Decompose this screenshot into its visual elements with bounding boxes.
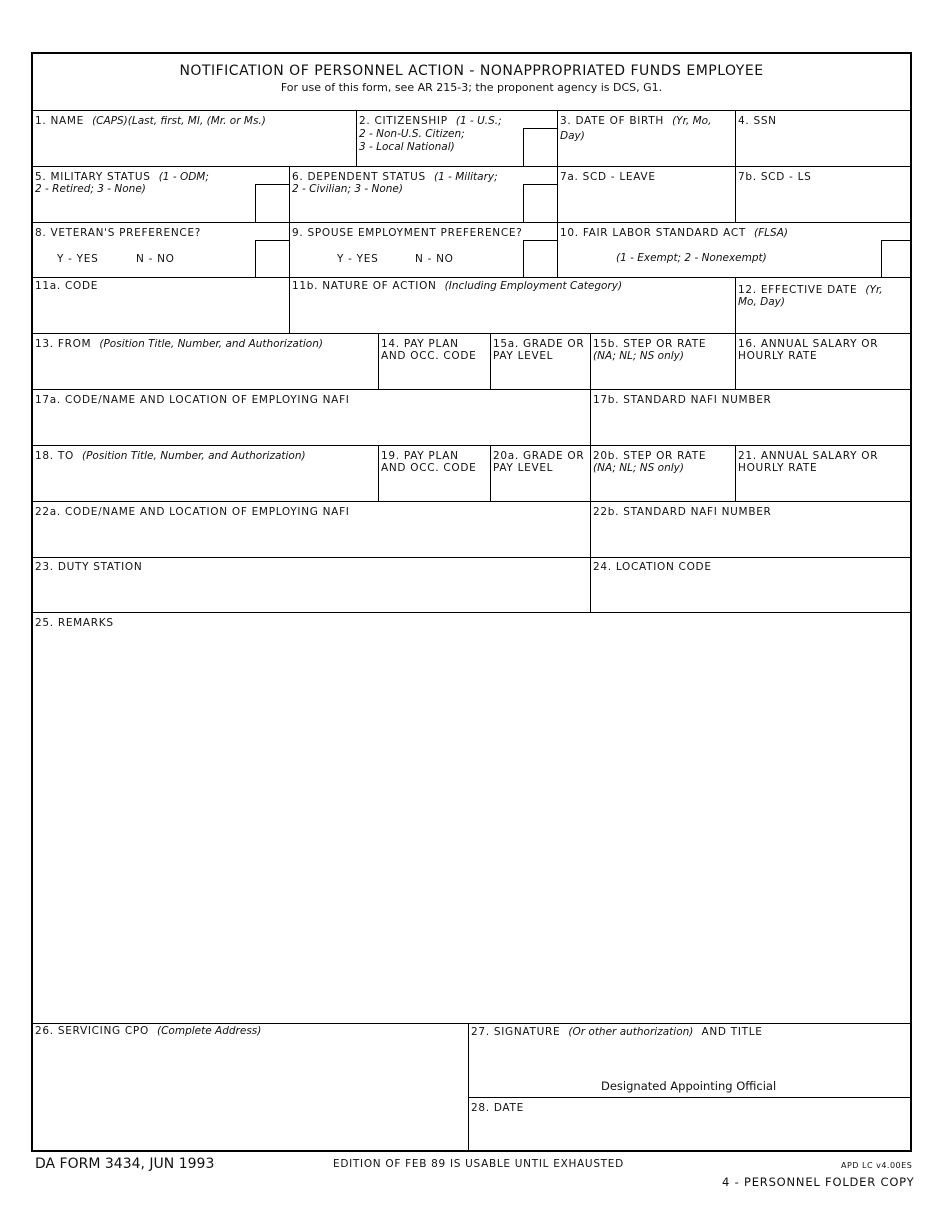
form-subtitle: For use of this form, see AR 215-3; the proponent agency is DCS, G1. — [280, 81, 663, 94]
from-pay-plan-label-1: 14. PAY PLAN — [381, 338, 459, 350]
to-step-label: 20b. STEP OR RATE — [593, 450, 707, 462]
effective-date-label: 12. EFFECTIVE DATE (Yr, — [738, 284, 883, 296]
to-step-hint: (NA; NL; NS only) — [593, 462, 684, 474]
date-label: 28. DATE — [471, 1102, 524, 1114]
form-identifier: DA FORM 3434, JUN 1993 — [35, 1156, 215, 1172]
military-status-hint: 2 - Retired; 3 - None) — [35, 183, 146, 195]
signature-label: 27. SIGNATURE (Or other authorization) AND TITLE — [471, 1026, 763, 1038]
nature-of-action-label: 11b. NATURE OF ACTION (Including Employment Category) — [292, 280, 623, 292]
dependent-status-label: 6. DEPENDENT STATUS (1 - Military; — [292, 171, 498, 183]
remarks-label: 25. REMARKS — [35, 617, 114, 629]
date-of-birth-label: 3. DATE OF BIRTH (Yr, Mo, — [560, 115, 712, 127]
to-pay-plan-label-1: 19. PAY PLAN — [381, 450, 459, 462]
from-nafi-label: 17a. CODE/NAME AND LOCATION OF EMPLOYING NAFI — [35, 394, 350, 406]
date-of-birth-hint: Day) — [560, 130, 585, 142]
flsa-code-box[interactable] — [881, 240, 911, 277]
from-grade-label-1: 15a. GRADE OR — [493, 338, 585, 350]
to-salary-label-2: HOURLY RATE — [738, 462, 818, 474]
action-code-label: 11a. CODE — [35, 280, 99, 292]
military-status-label: 5. MILITARY STATUS (1 - ODM; — [35, 171, 209, 183]
flsa-options: (1 - Exempt; 2 - Nonexempt) — [616, 252, 767, 264]
dependent-status-hint: 2 - Civilian; 3 - None) — [292, 183, 403, 195]
to-nafi-number-label: 22b. STANDARD NAFI NUMBER — [593, 506, 772, 518]
form-title: NOTIFICATION OF PERSONNEL ACTION - NONAPPROPRIATED FUNDS EMPLOYEE — [179, 63, 764, 79]
from-pay-plan-label-2: AND OCC. CODE — [381, 350, 477, 362]
from-position-label: 13. FROM (Position Title, Number, and Authorization) — [35, 338, 323, 350]
citizenship-hint-3: 3 - Local National) — [359, 141, 455, 153]
servicing-cpo-label: 26. SERVICING CPO (Complete Address) — [35, 1025, 262, 1037]
edition-notice: EDITION OF FEB 89 IS USABLE UNTIL EXHAUSTED — [333, 1158, 624, 1170]
to-pay-plan-label-2: AND OCC. CODE — [381, 462, 477, 474]
effective-date-hint: Mo, Day) — [738, 296, 785, 308]
military-status-code-box[interactable] — [255, 184, 290, 222]
ssn-label: 4. SSN — [738, 115, 777, 127]
from-salary-label-2: HOURLY RATE — [738, 350, 818, 362]
spouse-preference-label: 9. SPOUSE EMPLOYMENT PREFERENCE? — [292, 227, 523, 239]
to-grade-label-1: 20a. GRADE OR — [493, 450, 585, 462]
spouse-no-option: N - NO — [415, 253, 454, 265]
veterans-yes-option: Y - YES — [57, 253, 99, 265]
flsa-label: 10. FAIR LABOR STANDARD ACT (FLSA) — [560, 227, 788, 239]
from-nafi-number-label: 17b. STANDARD NAFI NUMBER — [593, 394, 772, 406]
from-salary-label-1: 16. ANNUAL SALARY OR — [738, 338, 879, 350]
scd-leave-label: 7a. SCD - LEAVE — [560, 171, 656, 183]
to-grade-label-2: PAY LEVEL — [493, 462, 554, 474]
veterans-no-option: N - NO — [136, 253, 175, 265]
to-position-label: 18. TO (Position Title, Number, and Authorization) — [35, 450, 306, 462]
from-grade-label-2: PAY LEVEL — [493, 350, 554, 362]
name-field-label: 1. NAME (CAPS)(Last, first, MI, (Mr. or Ms.) — [35, 115, 266, 127]
from-step-label: 15b. STEP OR RATE — [593, 338, 707, 350]
copy-designation: 4 - PERSONNEL FOLDER COPY — [722, 1175, 915, 1189]
veterans-preference-label: 8. VETERAN'S PREFERENCE? — [35, 227, 202, 239]
duty-station-label: 23. DUTY STATION — [35, 561, 143, 573]
citizenship-hint-2: 2 - Non-U.S. Citizen; — [359, 128, 465, 140]
citizenship-field-label: 2. CITIZENSHIP (1 - U.S.; — [359, 115, 502, 127]
version-code: APD LC v4.00ES — [841, 1161, 913, 1170]
to-salary-label-1: 21. ANNUAL SALARY OR — [738, 450, 879, 462]
to-nafi-label: 22a. CODE/NAME AND LOCATION OF EMPLOYING NAFI — [35, 506, 350, 518]
spouse-yes-option: Y - YES — [337, 253, 379, 265]
signer-title: Designated Appointing Official — [601, 1079, 777, 1093]
scd-ls-label: 7b. SCD - LS — [738, 171, 812, 183]
veterans-preference-code-box[interactable] — [255, 240, 290, 277]
from-step-hint: (NA; NL; NS only) — [593, 350, 684, 362]
dependent-status-code-box[interactable] — [523, 184, 558, 222]
location-code-label: 24. LOCATION CODE — [593, 561, 712, 573]
personnel-action-form — [31, 52, 912, 1152]
citizenship-code-box[interactable] — [523, 128, 558, 166]
spouse-preference-code-box[interactable] — [523, 240, 558, 277]
